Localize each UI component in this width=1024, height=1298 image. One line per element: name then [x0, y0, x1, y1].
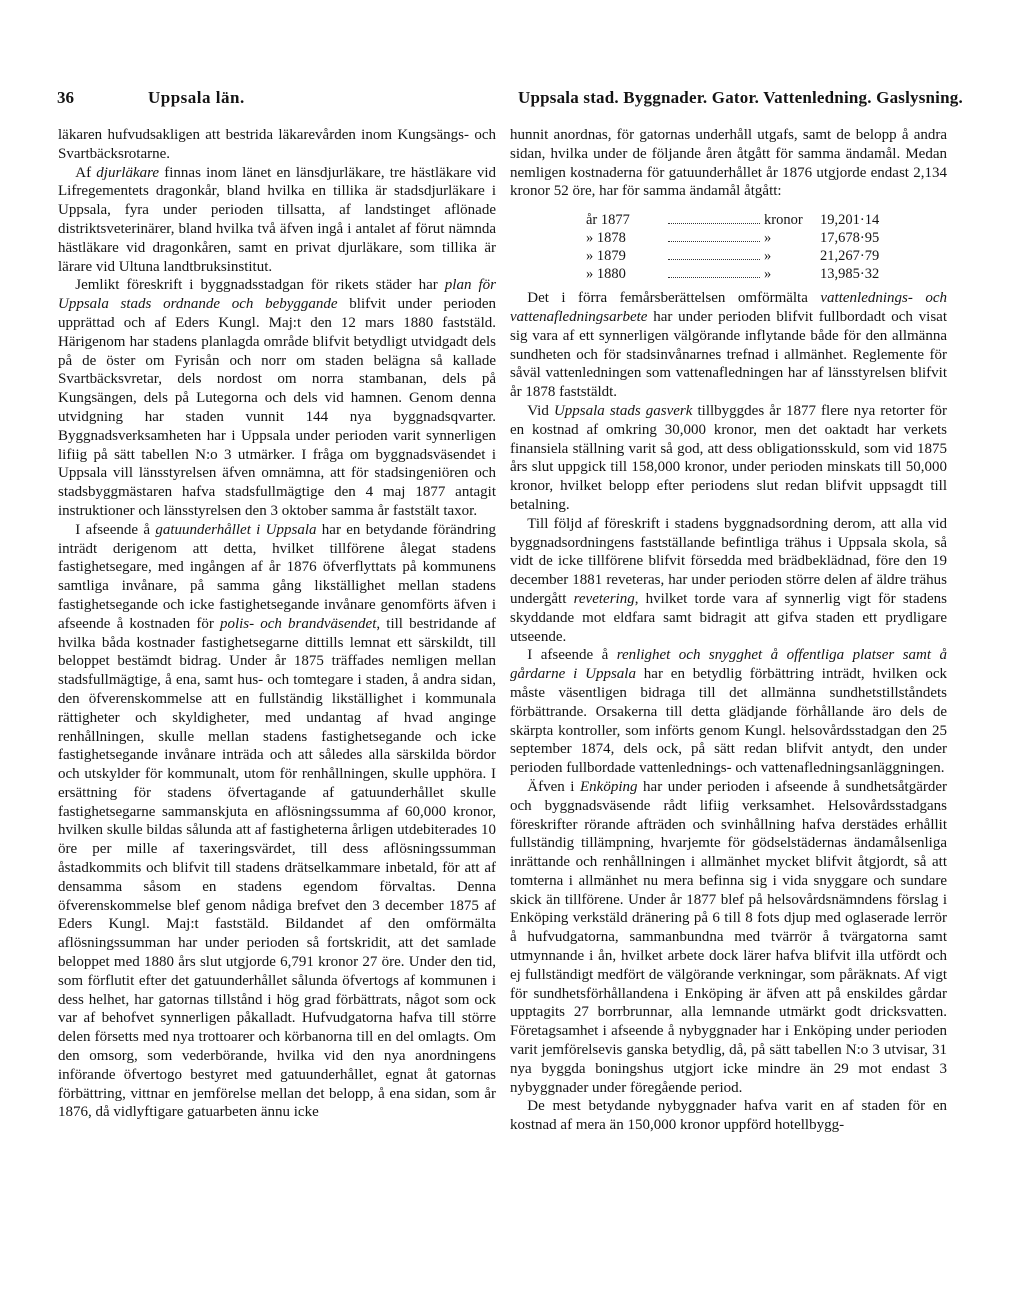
table-unit: » [764, 248, 772, 265]
table-row [586, 211, 886, 229]
table-row [586, 265, 886, 283]
running-title-right: Uppsala stad. Byggnader. Gator. Vattenledning. Gaslysning. [518, 88, 963, 107]
table-unit: kronor [764, 212, 803, 229]
running-title-left: Uppsala län. [148, 88, 245, 107]
table-year: » 1878 [586, 230, 626, 247]
table-amount: 13,985·32 [820, 266, 880, 283]
table-year: » 1880 [586, 266, 626, 283]
paragraph: Jemlikt föreskrift i byggnadsstadgan för rikets städer har plan för Uppsala stads ordnande och bebyggande blifvit under perioden upprättad och af Eders Kungl. Maj:t den 12 mars 1880 faststäld. Härigenom har stadens planlagda område blifvit betydligt utvidgadt dels på de öster om Fyrisån och norr om staden belägna så kallade Svartbäcksvretar, dels nordost om norra stambanan, dels på Kungsängen, dels på Lutegorna och dels vid hamnen. Genom denna utvidgning har staden vunnit 144 nya byggnadsqvarter. Byggnadsverksamheten har i Uppsala under perioden varit synnerligen lifiig på sätt tabellen N:o 3 utmärker. I fråga om byggnadsväsendet i Uppsala vill länsstyrelsen äfven omnämna, att för stadsingeniören och stadsbyggmästaren hafva stadsfullmägtige den 4 maj 1877 antagit instruktioner och länsstyrelsen den 3 oktober samma år faststält taxor. [58, 277, 497, 519]
page-number: 36 [57, 88, 74, 107]
table-amount: 21,267·79 [820, 248, 880, 265]
table-row [586, 229, 886, 247]
paragraph: I afseende å gatuunderhållet i Uppsala har en betydande förändring inträdt derigenom att detta, hvilket tillförene ålegat stadens fastighetsegare, med ingången af år 1876 öfverflyttats på kommunens samtliga invånare, på samma gång likställighet mellan stadens fastighetsegande och icke fastighetsegande invånare genomförts äfven i afseende å kostnaden för polis- och brandväsendet, till bestridande af hvilka båda kostnader fastighetsegarne dittills lemnat ett särskildt, till beloppet bestämdt bidrag. Under år 1875 träffades nemligen mellan stadsfullmägtige, å ena, samt hus- och tomtegare i staden, å andra sidan, den öfverenskommelse att en fullständig likställighet i kommunala rättigheter och skyldigheter, med undantag af hvad anginge renhållningen, skulle mellan stadens fastighetsegande och icke fastighetsegande invånare inträda och att således alla särskilda bördor och utskylder för kommunalt, utom för renhållningen, skulle upphöra. I ersättning för stadens öfvertagande af gatuunderhållet skulle fastighetsegarne sammanskjuta en aflösningssumma af 60,000 kronor, hvilken skulle bildas sålunda att af fastigheterna årligen utdebiterades 10 öre per mille af taxeringsvärdet, till dess aflösningssumman åstadkommits och blifvit till stadens drätselkammare inbetald, för att af densamma såsom en stadens egendom förvaltas. Denna öfverenskommelse blef genom nådiga brefvet den 3 december 1875 af Eders Kungl. Maj:t faststäld. Bildandet af den omförmälta aflösningssumman har under perioden så fortskridit, att det samlade beloppet med 1880 års slut utgjorde 6,791 kronor 27 öre. Under den tid, som förflutit efter det gatuunderhållet sålunda öfvertogs af kommunen i dess helhet, har gatornas tillstånd i hög grad förbättrats, något som ock var af behofvet synnerligen påkalladt. Hufvudgatorna hafva till större delen försetts med nya trottoarer och körbanorna till en del omlagts. Om den omsorg, som vederbörande, hvilka vid den nya anordningens införande öfvertogo bestyret med gatuunderhållet, egnat åt gatornas förbättring, vittnar en jemförelse mellan det belopp, å ena sidan, som år 1876, då vidlyftigare gatuarbeten ännu icke [58, 521, 497, 1121]
paragraph: Vid Uppsala stads gasverk tillbyggdes år 1877 flere nya retorter för en kostnad af omkring 30,000 kronor, men det oaktadt har verkets finansiela ställning varit så god, att dess obligationsskuld, som vid 1875 års slut uppgick till 158,000 kronor, under perioden minskats till 50,000 kronor, hvilket belopp efter periodens slut redan blifvit uppsagdt till betalning. [510, 402, 948, 513]
paragraph: Af djurläkare finnas inom länet en länsdjurläkare, tre hästläkare vid Lifregementets dragonkår, bland hvilka en tillika är stadsdjurläkare i Uppsala, fyra under perioden tillsatta, af landstinget aflönade distriktsveterinärer, bland hvilka två äfven ingå i antalet af förut nämnda hästläkare vid dragonkåren, samt en privat djurläkare, som tillika är lärare vid Ultuna landtbruksinstitut. [58, 164, 496, 275]
paragraph: De mest betydande nybyggnader hafva varit en af staden för en kostnad af mera än 150,000 kronor uppförd hotellbygg- [510, 1098, 947, 1134]
paragraph: I afseende å renlighet och snygghet å offentliga platser samt å gårdarne i Uppsala har en betydlig förbättring inträdt, hvilken ock måste väsentligen bidraga till det allmänna sundhetstillståndets förbättrande. Orsakerna till detta glädjande förhållande äro dels de skärpta kontroller, som införts genom Kungl. helsovårdsstadgan den 25 september 1874, dels ock, på sätt redan blifvit antydt, den under perioden fullbordade vattenlednings- och vattenafledningsanläggningen. [510, 647, 948, 777]
left-column [58, 126, 496, 1122]
page-header [0, 88, 1024, 118]
table-amount: 19,201·14 [820, 212, 880, 229]
table-year: » 1879 [586, 248, 626, 265]
paragraph: läkaren hufvudsakligen att bestrida läkarevården inom Kungsängs- och Svartbäcksrotarne. [58, 127, 496, 162]
paragraph: Det i förra femårsberättelsen omförmälta vattenlednings- och vattenafledningsarbete har under perioden blifvit fullbordadt och visat sig vara af ett synnerligen välgörande inflytande både för den allmänna sundheten och för stadsinvånarnes trefnad i allmänhet. Reglemente för såväl vattenledningen som vattenafledningen har af länsstyrelsen blifvit år 1878 faststäldt. [510, 290, 947, 401]
cost-table [586, 211, 886, 283]
table-row [586, 247, 886, 265]
table-unit: » [764, 230, 772, 247]
table-unit: » [764, 266, 772, 283]
right-column [510, 126, 947, 1135]
paragraph: Till följd af föreskrift i stadens byggnadsordning derom, att alla vid byggnadsordningens fastställande befintliga trähus i Uppsala skola, så vidt de icke tillförene blifvit försedda med brädbeklädnad, före den 19 december 1881 reveteras, har under perioden större delen af äldre trähus undergått revetering, hvilket torde vara af synnerlig vigt för stadens skyddande mot eldfara samt bidragit att gifva staden ett prydligare utseende. [510, 515, 947, 645]
table-amount: 17,678·95 [820, 230, 880, 247]
paragraph: Äfven i Enköping har under perioden i afseende å sundhetsåtgärder och byggnadsväsende rådt lifiig verksamhet. Helsovårdsstadgans föreskrifter rörande afträden och svinhållning hafva derstädes erhållit fullständig tillämpning, hvarjemte för gödselstädernas ändamålsenliga inrättande och renhållningen i allmänhet mycket blifvit åtgjordt, så att tomterna i allmänhet nu mera befinna sig i vida snyggare och sundare skick än tillförene. Under år 1877 blef på helsovårdsnämndens förslag i Enköping verkstäld dränering på 6 till 8 fots djup med oglaserade lerrör å hufvudgatorna, sammanbundna med tvärrör å tvärgatorna samt utmynnande i ån, hvilket arbete dock lärer hafva blifvit illa utfördt och ej fullständigt medfört de välgörande verkningar, som påräknats. Af vigt för sundhetsförhållandena i Enköping är äfven att på enskildes gårdar upptagits 27 borrbrunnar, alla lemnande utmärkt godt dricksvatten. Företagsamhet i afseende å nybyggnader har i Enköping under perioden varit jemförelsevis ganska betydlig, då, på sätt tabellen N:o 3 utvisar, 31 nya byggda boningshus utgjort icke mindre än 29 mot endast 3 nybyggnader under föregående period. [510, 778, 948, 1096]
paragraph: hunnit anordnas, för gatornas underhåll utgafs, samt de belopp å andra sidan, hvilka under de följande åren åtgått för samma ändamål. Medan nemligen kostnaderna för gatuunderhållet år 1876 utgjorde endast 2,134 kronor 52 öre, har för samma ändamål åtgått: [510, 127, 947, 200]
table-year: år 1877 [586, 212, 630, 229]
